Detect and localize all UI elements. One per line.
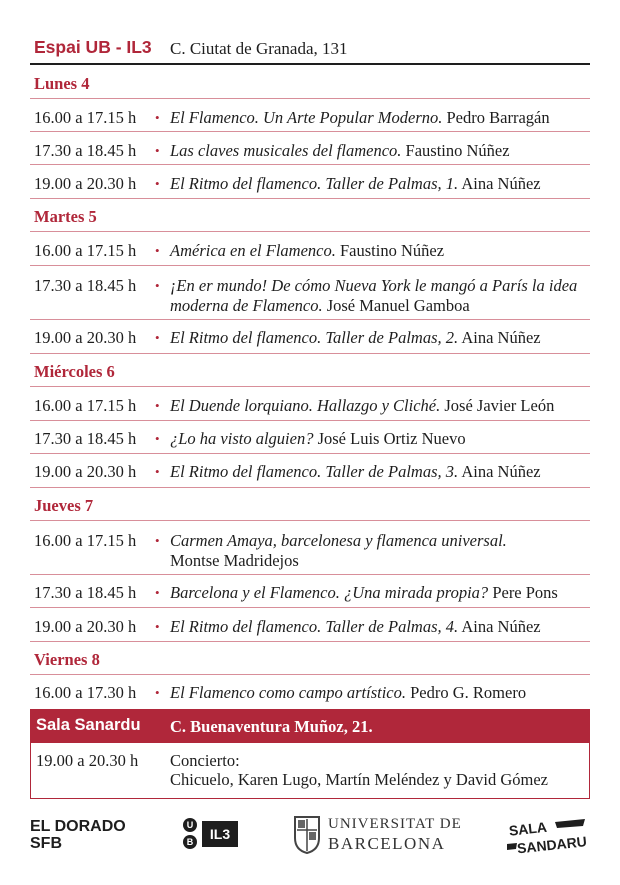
- sponsor-logos: [30, 810, 590, 860]
- session-description: [170, 276, 590, 316]
- row-divider: [30, 319, 590, 320]
- concert-time: 19.00 a 20.30 h: [36, 751, 139, 770]
- day-heading: Viernes 8: [34, 650, 100, 669]
- row-divider: [30, 641, 590, 642]
- session-time: 19.00 a 20.30 h: [34, 462, 137, 481]
- session-description: [170, 241, 590, 261]
- session-description: [170, 328, 590, 348]
- session-speaker: Pere Pons: [492, 583, 558, 602]
- day-divider: [30, 386, 590, 387]
- sala-sanardu-logo: [505, 816, 590, 856]
- day-heading: Lunes 4: [34, 74, 90, 93]
- university-name-line2: BARCELONA: [328, 834, 446, 853]
- session-time: 16.00 a 17.15 h: [34, 241, 137, 260]
- day-heading: Martes 5: [34, 207, 97, 226]
- session-speaker: Aina Núñez: [461, 174, 541, 193]
- bullet-icon: •: [155, 143, 160, 158]
- concert-performers: Chicuelo, Karen Lugo, Martín Meléndez y David Gómez: [170, 770, 549, 789]
- sala-logo-line2: SANDARU: [516, 833, 588, 856]
- bullet-icon: •: [155, 533, 160, 548]
- row-divider: [30, 487, 590, 488]
- day-divider: [30, 98, 590, 99]
- session-speaker: Montse Madridejos: [170, 551, 299, 570]
- bullet-icon: •: [155, 585, 160, 600]
- row-divider: [30, 164, 590, 165]
- session-title: Barcelona y el Flamenco. ¿Una mirada propia?: [170, 583, 489, 602]
- session-title: El Ritmo del flamenco. Taller de Palmas, 3.: [170, 462, 459, 481]
- session-time: 19.00 a 20.30 h: [34, 174, 137, 193]
- university-seal-icon: [292, 814, 322, 854]
- session-speaker: Aina Núñez: [461, 328, 541, 347]
- bullet-icon: •: [155, 464, 160, 479]
- session-title: El Flamenco. Un Arte Popular Moderno.: [170, 108, 443, 127]
- session-time: 16.00 a 17.30 h: [34, 683, 137, 702]
- row-divider: [30, 420, 590, 421]
- session-title: ¡En er mundo! De cómo Nueva York le mangó a París la idea moderna de Flamenco.: [170, 276, 578, 315]
- concert-box: [30, 743, 590, 799]
- ub-il3-logo-icon: [180, 815, 240, 855]
- bullet-icon: •: [155, 619, 160, 634]
- session-time: 19.00 a 20.30 h: [34, 328, 137, 347]
- row-divider: [30, 607, 590, 608]
- eldorado-logo: [30, 818, 126, 852]
- bullet-icon: •: [155, 278, 160, 293]
- svg-text:U: U: [186, 820, 194, 830]
- day-divider: [30, 520, 590, 521]
- session-speaker: Faustino Núñez: [339, 241, 445, 260]
- session-time: 19.00 a 20.30 h: [34, 617, 137, 636]
- session-description: [170, 683, 590, 703]
- session-description: [170, 617, 590, 637]
- session-title: ¿Lo ha visto alguien?: [170, 429, 314, 448]
- universitat-barcelona-logo: [292, 814, 462, 856]
- concert-label: Concierto:: [170, 751, 240, 770]
- bullet-icon: •: [155, 110, 160, 125]
- venue-header: [30, 37, 590, 65]
- session-description: [170, 429, 590, 449]
- session-time: 16.00 a 17.15 h: [34, 396, 137, 415]
- row-divider: [30, 265, 590, 266]
- row-divider: [30, 453, 590, 454]
- session-time: 17.30 a 18.45 h: [34, 141, 137, 160]
- session-description: [170, 108, 590, 128]
- university-name-line1: UNIVERSITAT DE: [328, 816, 462, 832]
- session-title: El Ritmo del flamenco. Taller de Palmas, 1.: [170, 174, 459, 193]
- session-time: 17.30 a 18.45 h: [34, 429, 137, 448]
- session-description: [170, 141, 590, 161]
- row-divider: [30, 574, 590, 575]
- day-divider: [30, 231, 590, 232]
- session-description: [170, 462, 590, 482]
- row-divider: [30, 353, 590, 354]
- sala-name: Sala Sanardu: [36, 716, 141, 734]
- session-description: [170, 174, 590, 194]
- session-description: [170, 396, 590, 416]
- bullet-icon: •: [155, 431, 160, 446]
- session-speaker: José Manuel Gamboa: [326, 296, 470, 315]
- venue-name: Espai UB - IL3: [34, 37, 152, 57]
- bullet-icon: •: [155, 685, 160, 700]
- ub-il3-logo: [180, 815, 240, 855]
- session-speaker: Aina Núñez: [461, 462, 541, 481]
- session-speaker: Pedro Barragán: [446, 108, 550, 127]
- session-description: [170, 583, 590, 603]
- session-time: 17.30 a 18.45 h: [34, 276, 137, 295]
- sala-logo-line1: SALA: [508, 818, 548, 839]
- session-title: Las claves musicales del flamenco.: [170, 141, 402, 160]
- session-title: Carmen Amaya, barcelonesa y flamenca universal.: [170, 531, 507, 550]
- day-heading: Jueves 7: [34, 496, 94, 515]
- session-title: El Ritmo del flamenco. Taller de Palmas, 2.: [170, 328, 459, 347]
- session-speaker: Pedro G. Romero: [410, 683, 527, 702]
- session-title: América en el Flamenco.: [170, 241, 336, 260]
- session-title: El Ritmo del flamenco. Taller de Palmas, 4.: [170, 617, 459, 636]
- session-description: [170, 531, 590, 571]
- bullet-icon: •: [155, 330, 160, 345]
- session-speaker: Aina Núñez: [461, 617, 541, 636]
- session-title: El Flamenco como campo artístico.: [170, 683, 406, 702]
- session-speaker: José Luis Ortiz Nuevo: [317, 429, 466, 448]
- bullet-icon: •: [155, 243, 160, 258]
- day-divider: [30, 674, 590, 675]
- eldorado-logo-line2: SFB: [30, 835, 62, 852]
- bullet-icon: •: [155, 398, 160, 413]
- day-heading: Miércoles 6: [34, 362, 115, 381]
- sala-sanardu-logo-icon: [505, 816, 590, 856]
- concert-description: [170, 751, 548, 789]
- session-title: El Duende lorquiano. Hallazgo y Cliché.: [170, 396, 441, 415]
- svg-text:B: B: [186, 837, 194, 847]
- session-time: 16.00 a 17.15 h: [34, 108, 137, 127]
- sala-address: C. Buenaventura Muñoz, 21.: [170, 717, 373, 736]
- svg-text:IL3: IL3: [209, 826, 231, 842]
- row-divider: [30, 131, 590, 132]
- session-time: 17.30 a 18.45 h: [34, 583, 137, 602]
- session-speaker: José Javier León: [444, 396, 555, 415]
- venue-address: C. Ciutat de Granada, 131: [170, 39, 348, 58]
- bullet-icon: •: [155, 176, 160, 191]
- session-speaker: Faustino Núñez: [405, 141, 510, 160]
- session-time: 16.00 a 17.15 h: [34, 531, 137, 550]
- row-divider: [30, 198, 590, 199]
- eldorado-logo-line1: EL DORADO: [30, 818, 126, 835]
- sala-header: [30, 709, 590, 743]
